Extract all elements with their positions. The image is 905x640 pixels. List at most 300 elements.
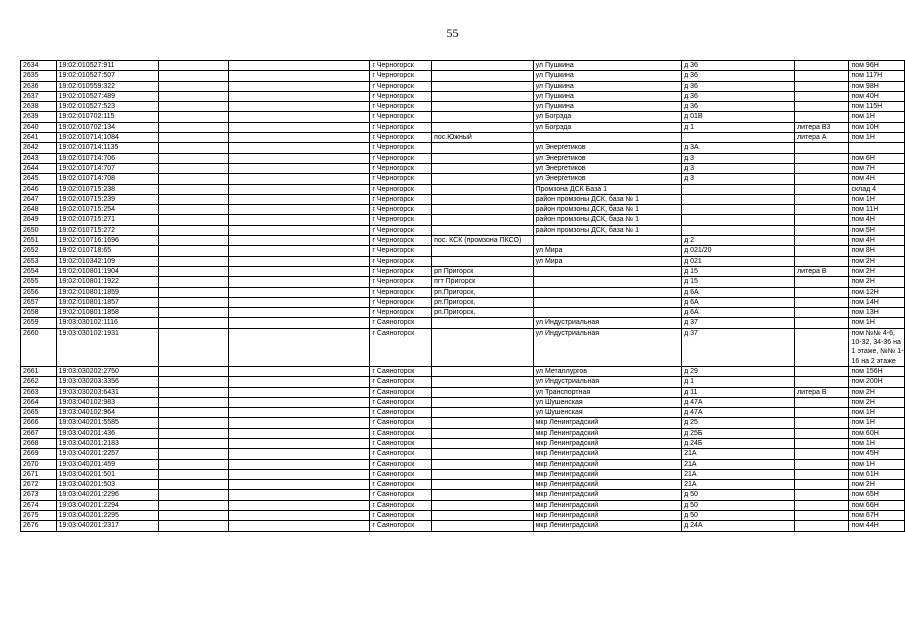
city-cell: г Черногорск [370,205,432,215]
settlement-cell [432,318,533,328]
street-cell: ул Энергетиков [533,153,682,163]
row-number: 2672 [21,480,57,490]
row-number: 2664 [21,397,57,407]
blank-cell [159,408,229,418]
premises-cell: пом 2Н [849,480,905,490]
cadastral-number: 19:02:010801:1922 [56,277,159,287]
liter-cell [795,459,849,469]
liter-cell [795,205,849,215]
house-cell: д 36 [682,102,795,112]
house-cell: д 6А [682,297,795,307]
city-cell: г Саяногорск [370,387,432,397]
blank-cell [229,500,370,510]
blank-cell [159,102,229,112]
blank-cell [159,521,229,531]
house-cell [682,184,795,194]
blank-cell [229,91,370,101]
row-number: 2651 [21,236,57,246]
table-row [21,236,905,246]
blank-cell [229,287,370,297]
house-cell: д 25Б [682,428,795,438]
row-number: 2643 [21,153,57,163]
liter-cell [795,61,849,71]
cadastral-number: 19:02:010714:707 [56,163,159,173]
cadastral-number: 19:02:010714:1135 [56,143,159,153]
liter-cell [795,287,849,297]
house-cell: 21А [682,459,795,469]
settlement-cell [432,174,533,184]
city-cell: г Саяногорск [370,418,432,428]
settlement-cell [432,469,533,479]
cadastral-number: 19:02:010801:1858 [56,308,159,318]
city-cell: г Черногорск [370,287,432,297]
city-cell: г Саяногорск [370,438,432,448]
house-cell: д 50 [682,500,795,510]
settlement-cell [432,449,533,459]
liter-cell [795,318,849,328]
settlement-cell [432,112,533,122]
premises-cell: пом 65Н [849,490,905,500]
premises-cell: пом 2Н [849,256,905,266]
city-cell: г Черногорск [370,122,432,132]
table-row [21,459,905,469]
settlement-cell [432,328,533,366]
liter-cell [795,308,849,318]
liter-cell [795,377,849,387]
table-row [21,122,905,132]
blank-cell [159,328,229,366]
premises-cell: пом 2Н [849,266,905,276]
premises-cell: пом 2Н [849,387,905,397]
house-cell: д 36 [682,91,795,101]
row-number: 2666 [21,418,57,428]
blank-cell [159,428,229,438]
blank-cell [229,318,370,328]
premises-cell: пом 1Н [849,112,905,122]
blank-cell [229,215,370,225]
city-cell: г Саяногорск [370,459,432,469]
city-cell: г Саяногорск [370,366,432,376]
house-cell: д 021/20 [682,246,795,256]
street-cell: ул Пушкина [533,61,682,71]
row-number: 2645 [21,174,57,184]
street-cell: мкр Ленинградский [533,418,682,428]
table-row [21,366,905,376]
city-cell: г Черногорск [370,174,432,184]
liter-cell [795,428,849,438]
liter-cell [795,328,849,366]
house-cell: д 37 [682,318,795,328]
premises-cell: пом 67Н [849,511,905,521]
liter-cell [795,438,849,448]
settlement-cell [432,377,533,387]
row-number: 2642 [21,143,57,153]
house-cell: 21А [682,480,795,490]
row-number: 2662 [21,377,57,387]
settlement-cell [432,428,533,438]
cadastral-number: 19:02:010714:708 [56,174,159,184]
table-row [21,377,905,387]
cadastral-number: 19:03:030102:1116 [56,318,159,328]
house-cell [682,215,795,225]
house-cell: д 15 [682,266,795,276]
table-row [21,397,905,407]
cadastral-number: 19:03:040201:2183 [56,438,159,448]
row-number: 2673 [21,490,57,500]
table-row [21,61,905,71]
blank-cell [229,112,370,122]
table-row [21,225,905,235]
premises-cell: пом 1Н [849,459,905,469]
street-cell: Промзона ДСК База 1 [533,184,682,194]
premises-cell: пом 98Н [849,81,905,91]
table-row [21,277,905,287]
table-row [21,328,905,366]
table-row [21,256,905,266]
row-number: 2636 [21,81,57,91]
city-cell: г Черногорск [370,194,432,204]
house-cell: д 36 [682,61,795,71]
premises-cell: пом 96Н [849,61,905,71]
row-number: 2647 [21,194,57,204]
table-row [21,418,905,428]
street-cell: ул Энергетиков [533,143,682,153]
blank-cell [229,143,370,153]
row-number: 2660 [21,328,57,366]
row-number: 2659 [21,318,57,328]
street-cell: мкр Ленинградский [533,480,682,490]
city-cell: г Саяногорск [370,428,432,438]
blank-cell [159,438,229,448]
table-row [21,246,905,256]
cadastral-number: 19:02:010715:254 [56,205,159,215]
blank-cell [229,153,370,163]
street-cell [533,287,682,297]
table-row [21,205,905,215]
blank-cell [159,194,229,204]
cadastral-number: 19:03:040201:2317 [56,521,159,531]
blank-cell [159,449,229,459]
blank-cell [159,71,229,81]
blank-cell [229,408,370,418]
city-cell: г Черногорск [370,236,432,246]
liter-cell [795,500,849,510]
blank-cell [159,500,229,510]
blank-cell [159,318,229,328]
liter-cell [795,511,849,521]
blank-cell [229,397,370,407]
settlement-cell [432,91,533,101]
row-number: 2654 [21,266,57,276]
house-cell: д 24Б [682,438,795,448]
blank-cell [229,194,370,204]
cadastral-number: 19:03:040201:2295 [56,511,159,521]
settlement-cell [432,215,533,225]
city-cell: г Черногорск [370,266,432,276]
street-cell: ул Богрэда [533,122,682,132]
blank-cell [229,308,370,318]
table-row [21,438,905,448]
blank-cell [159,266,229,276]
blank-cell [229,521,370,531]
city-cell: г Саяногорск [370,469,432,479]
house-cell [682,194,795,204]
city-cell: г Черногорск [370,163,432,173]
table-row [21,112,905,122]
blank-cell [229,102,370,112]
settlement-cell [432,71,533,81]
settlement-cell [432,408,533,418]
city-cell: г Черногорск [370,297,432,307]
settlement-cell: рп.Пригорск, [432,308,533,318]
house-cell: 21А [682,449,795,459]
premises-cell: пом 6Н [849,153,905,163]
table-row [21,511,905,521]
blank-cell [159,225,229,235]
cadastral-number: 19:02:010527:489 [56,91,159,101]
settlement-cell [432,153,533,163]
house-cell: д 6А [682,287,795,297]
table-row [21,490,905,500]
city-cell: г Саяногорск [370,377,432,387]
settlement-cell: пос. КСК (промзона ПКСО) [432,236,533,246]
row-number: 2640 [21,122,57,132]
cadastral-number: 19:03:040201:503 [56,480,159,490]
row-number: 2634 [21,61,57,71]
house-cell: д 47А [682,408,795,418]
row-number: 2652 [21,246,57,256]
cadastral-number: 19:02:010527:911 [56,61,159,71]
blank-cell [229,418,370,428]
house-cell: д 3А [682,143,795,153]
city-cell: г Черногорск [370,184,432,194]
blank-cell [159,133,229,143]
liter-cell [795,418,849,428]
blank-cell [229,236,370,246]
settlement-cell [432,102,533,112]
liter-cell [795,366,849,376]
row-number: 2641 [21,133,57,143]
settlement-cell [432,246,533,256]
street-cell: ул Мира [533,246,682,256]
settlement-cell [432,490,533,500]
premises-cell: пом 14Н [849,297,905,307]
table-row [21,143,905,153]
street-cell [533,277,682,287]
settlement-cell [432,163,533,173]
city-cell: г Черногорск [370,133,432,143]
city-cell: г Черногорск [370,308,432,318]
cadastral-number: 19:03:040201:2296 [56,490,159,500]
row-number: 2650 [21,225,57,235]
blank-cell [229,246,370,256]
row-number: 2676 [21,521,57,531]
blank-cell [229,377,370,387]
table-row [21,91,905,101]
liter-cell [795,469,849,479]
city-cell: г Черногорск [370,112,432,122]
street-cell [533,297,682,307]
liter-cell [795,521,849,531]
blank-cell [159,153,229,163]
row-number: 2657 [21,297,57,307]
table-row [21,449,905,459]
liter-cell [795,408,849,418]
street-cell: ул Пушкина [533,71,682,81]
blank-cell [229,490,370,500]
cadastral-number: 19:03:040201:459 [56,459,159,469]
blank-cell [229,163,370,173]
cadastral-number: 19:03:040201:5585 [56,418,159,428]
blank-cell [159,143,229,153]
blank-cell [159,297,229,307]
liter-cell [795,236,849,246]
street-cell: район промзоны ДСК, база № 1 [533,205,682,215]
table-row [21,318,905,328]
blank-cell [159,418,229,428]
row-number: 2675 [21,511,57,521]
premises-cell: пом 7Н [849,163,905,173]
liter-cell [795,277,849,287]
street-cell [533,236,682,246]
house-cell [682,133,795,143]
premises-cell: пом 1Н [849,318,905,328]
liter-cell: литера А [795,133,849,143]
city-cell: г Черногорск [370,102,432,112]
liter-cell [795,215,849,225]
row-number: 2669 [21,449,57,459]
blank-cell [229,71,370,81]
table-row [21,133,905,143]
premises-cell: пом №№ 4-6, 10-32, 34-36 на 1 этаже, №№ 1-16 на 2 этаже [849,328,905,366]
street-cell: ул Индустриальная [533,328,682,366]
house-cell: д 3 [682,174,795,184]
blank-cell [229,277,370,287]
blank-cell [229,256,370,266]
street-cell: ул Мира [533,256,682,266]
street-cell: мкр Ленинградский [533,500,682,510]
table-row [21,387,905,397]
street-cell: ул Шушенская [533,408,682,418]
blank-cell [229,184,370,194]
street-cell: ул Индустриальная [533,318,682,328]
row-number: 2670 [21,459,57,469]
table-row [21,266,905,276]
premises-cell: пом 1Н [849,438,905,448]
premises-cell: пом 61Н [849,469,905,479]
settlement-cell [432,418,533,428]
cadastral-number: 19:02:010702:134 [56,122,159,132]
premises-cell: пом 117Н [849,71,905,81]
row-number: 2646 [21,184,57,194]
city-cell: г Саяногорск [370,511,432,521]
table-row [21,215,905,225]
settlement-cell [432,480,533,490]
cadastral-number: 19:03:030102:1931 [56,328,159,366]
premises-cell: пом 1Н [849,408,905,418]
row-number: 2637 [21,91,57,101]
blank-cell [229,511,370,521]
row-number: 2648 [21,205,57,215]
blank-cell [229,297,370,307]
table-row [21,408,905,418]
liter-cell: литера В3 [795,122,849,132]
house-cell: д 3 [682,153,795,163]
premises-cell: пом 12Н [849,287,905,297]
liter-cell [795,256,849,266]
liter-cell [795,225,849,235]
blank-cell [159,469,229,479]
blank-cell [159,480,229,490]
blank-cell [159,246,229,256]
cadastral-number: 19:02:010715:238 [56,184,159,194]
premises-cell: пом 1Н [849,133,905,143]
row-number: 2667 [21,428,57,438]
blank-cell [159,61,229,71]
premises-cell: пом 44Н [849,521,905,531]
street-cell: мкр Ленинградский [533,449,682,459]
settlement-cell [432,438,533,448]
liter-cell [795,480,849,490]
house-cell [682,205,795,215]
row-number: 2658 [21,308,57,318]
liter-cell [795,112,849,122]
settlement-cell [432,459,533,469]
house-cell: д 3 [682,163,795,173]
city-cell: г Черногорск [370,256,432,266]
street-cell: ул Металлургов [533,366,682,376]
blank-cell [159,308,229,318]
blank-cell [159,81,229,91]
street-cell [533,308,682,318]
settlement-cell [432,205,533,215]
cadastral-number: 19:02:010716:1696 [56,236,159,246]
settlement-cell [432,387,533,397]
blank-cell [159,236,229,246]
city-cell: г Саяногорск [370,521,432,531]
blank-cell [159,377,229,387]
blank-cell [159,397,229,407]
house-cell: д 50 [682,490,795,500]
premises-cell: пом 60Н [849,428,905,438]
table-row [21,297,905,307]
premises-cell: пом 13Н [849,308,905,318]
liter-cell [795,81,849,91]
cadastral-number: 19:02:010801:1904 [56,266,159,276]
house-cell: д 1 [682,122,795,132]
blank-cell [229,174,370,184]
settlement-cell [432,256,533,266]
premises-cell: пом 115Н [849,102,905,112]
city-cell: г Саяногорск [370,397,432,407]
liter-cell [795,246,849,256]
liter-cell [795,163,849,173]
cadastral-number: 19:03:030203:3356 [56,377,159,387]
row-number: 2638 [21,102,57,112]
city-cell: г Черногорск [370,143,432,153]
city-cell: г Черногорск [370,61,432,71]
city-cell: г Черногорск [370,71,432,81]
table-row [21,521,905,531]
table-row [21,287,905,297]
house-cell: д 1 [682,377,795,387]
premises-cell: пом 5Н [849,225,905,235]
street-cell: ул Индустриальная [533,377,682,387]
city-cell: г Черногорск [370,153,432,163]
house-cell: д 01В [682,112,795,122]
table-row [21,184,905,194]
blank-cell [159,256,229,266]
